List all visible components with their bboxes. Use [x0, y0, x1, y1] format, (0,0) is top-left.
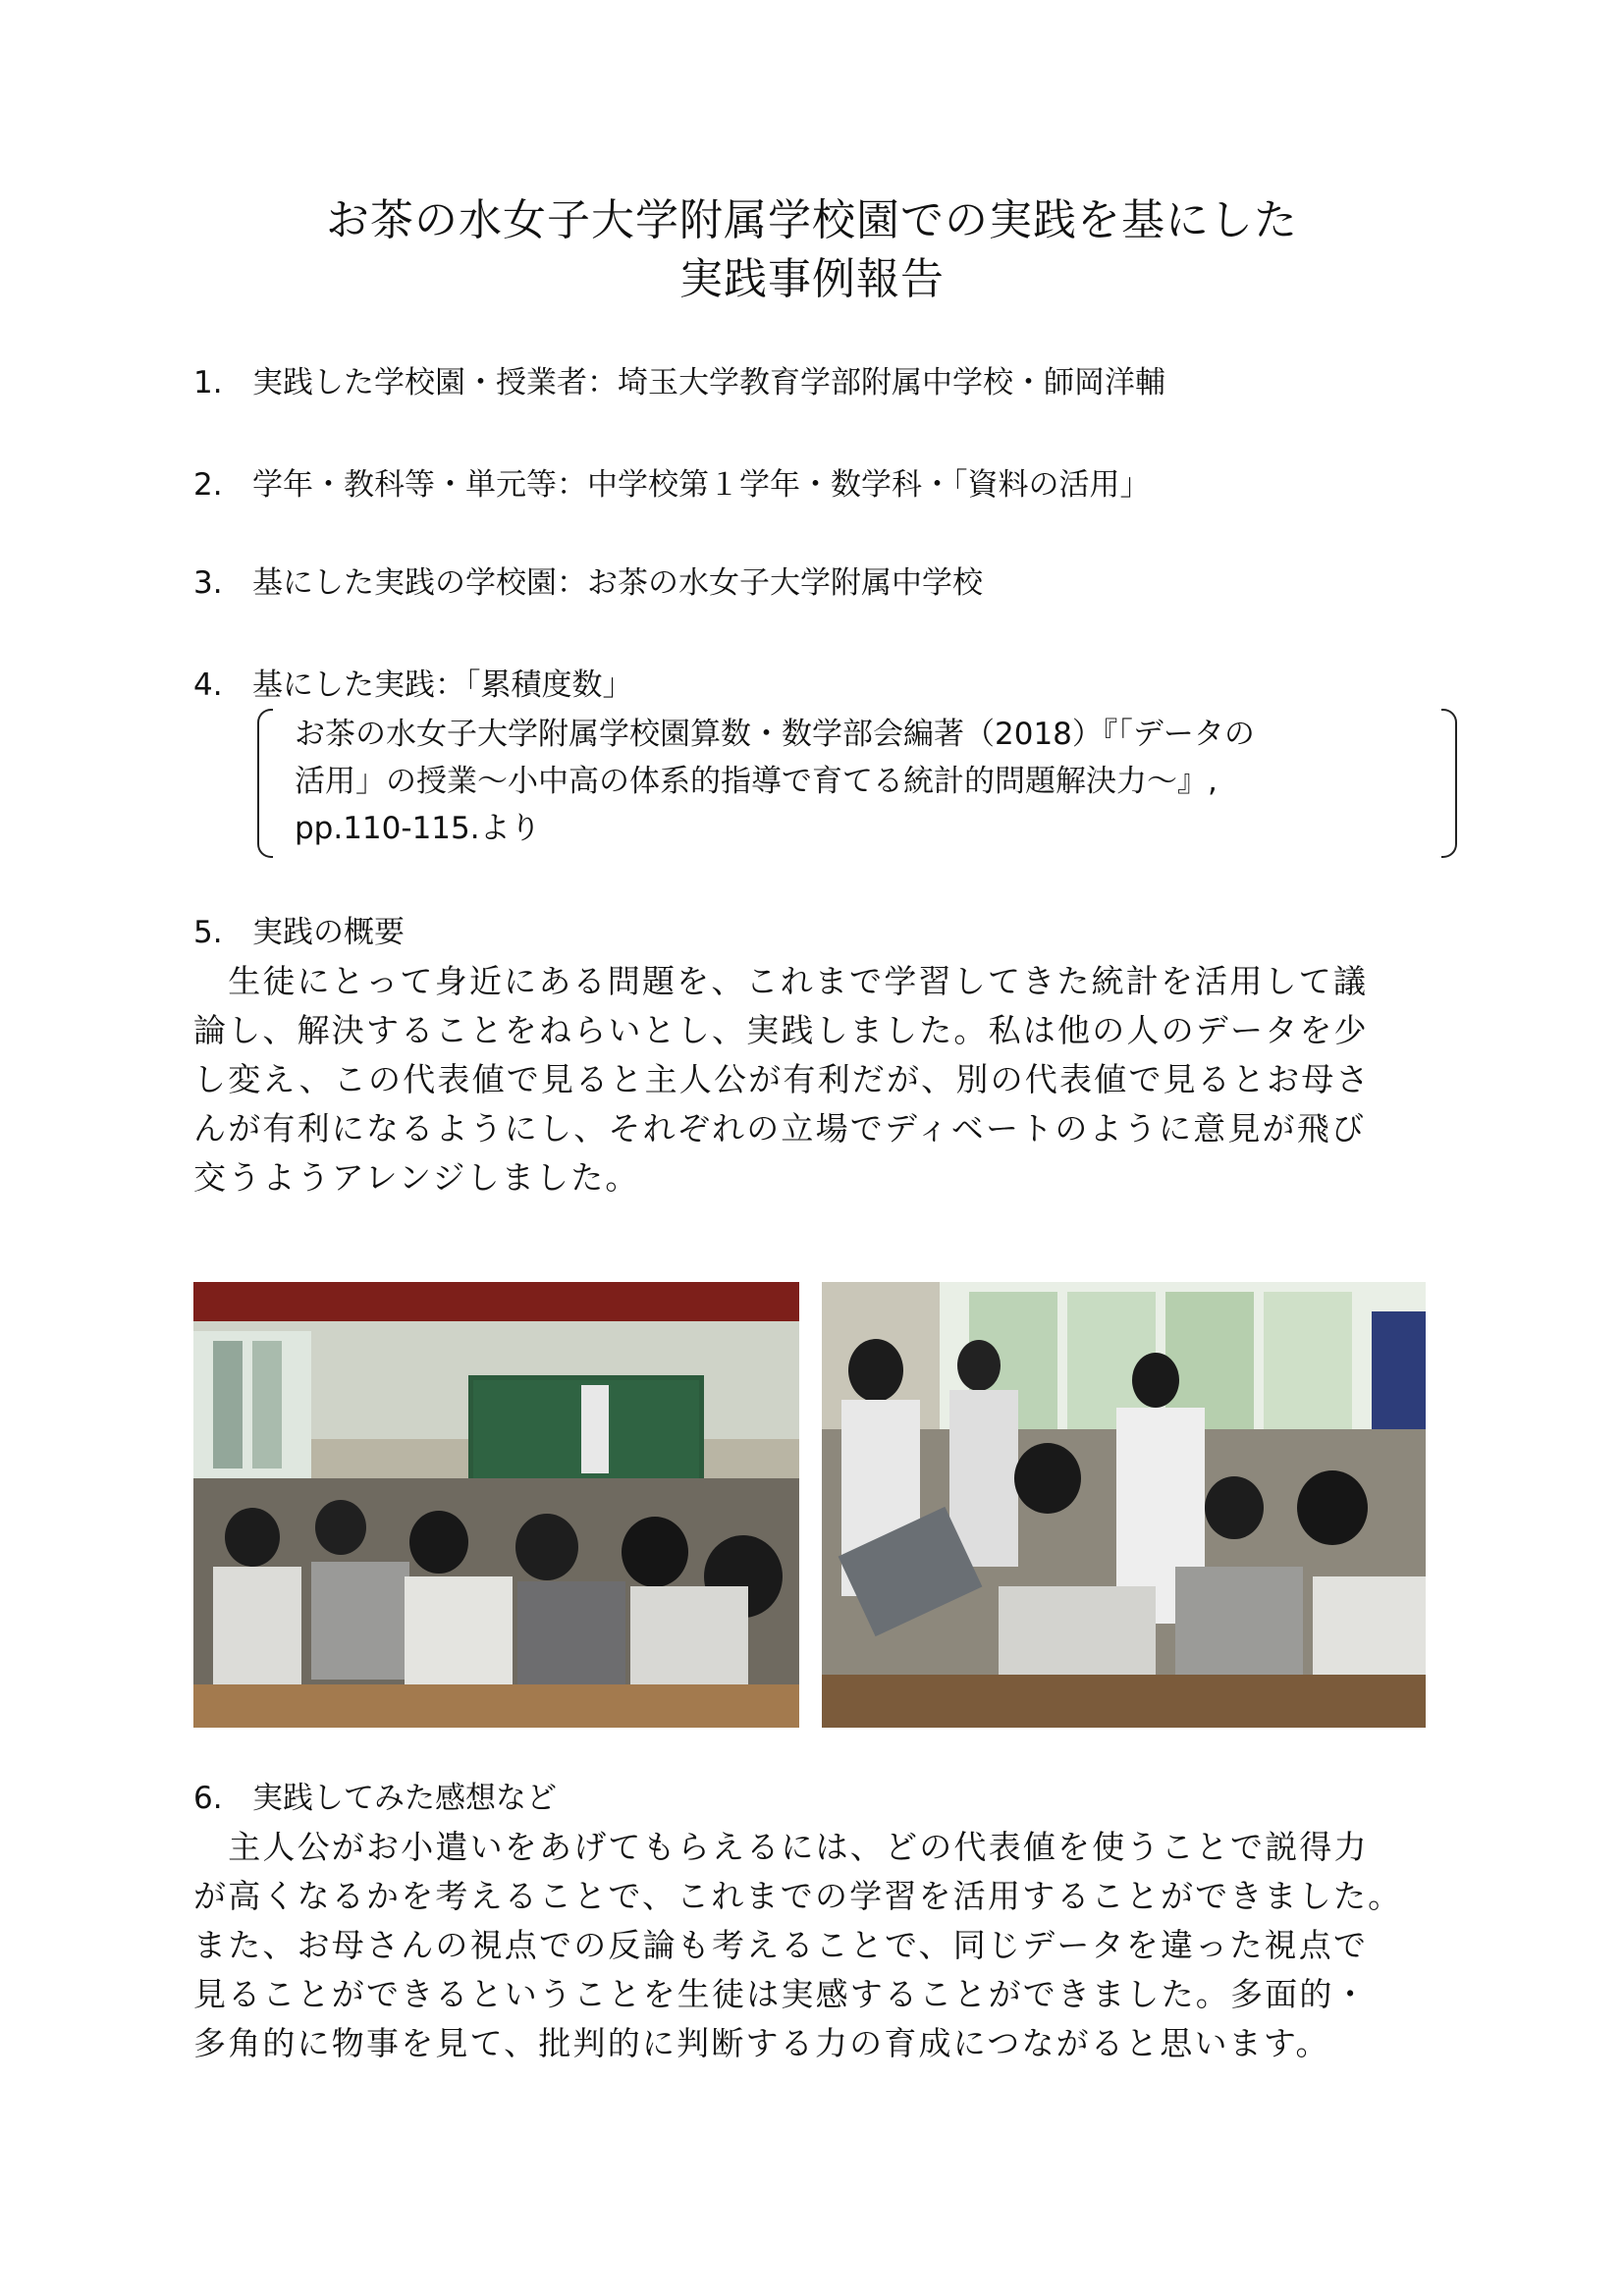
overview-line: んが有利になるようにし、それぞれの立場でディベートのように意見が飛び: [193, 1109, 1367, 1148]
item-text: 基にした実践：「累積度数」: [252, 667, 633, 703]
impressions-line: また、お母さんの視点での反論も考えることで、同じデータを違った視点で: [193, 1926, 1369, 1964]
citation-line-2: 活用」の授業～小中高の体系的指導で育てる統計的問題解決力～』,: [295, 764, 1218, 799]
overview-line: 生徒にとって身近にある問題を、これまで学習してきた統計を活用して議: [193, 962, 1369, 1000]
item-number: 3.: [193, 565, 223, 601]
page-title-line-1: お茶の水女子大学附属学校園での実践を基にした: [326, 195, 1298, 245]
item-text: 実践の概要: [252, 915, 405, 950]
item-school-and-teacher: [193, 363, 1165, 402]
impressions-line: 主人公がお小遣いをあげてもらえるには、どの代表値を使うことで説得力: [193, 1828, 1369, 1866]
item-impressions-heading: [193, 1779, 557, 1818]
left-bracket: [257, 709, 273, 858]
item-number: 6.: [193, 1781, 223, 1816]
impressions-line: 多角的に物事を見て、批判的に判断する力の育成につながると思います。: [193, 2024, 1330, 2062]
item-text: 実践した学校園・授業者：埼玉大学教育学部附属中学校・師岡洋輔: [252, 365, 1165, 400]
item-number: 5.: [193, 915, 223, 950]
item-base-school: [193, 563, 983, 603]
impressions-line: が高くなるかを考えることで、これまでの学習を活用することができました。: [193, 1877, 1403, 1915]
classroom-photo-right-image: [822, 1282, 1426, 1728]
classroom-photo-left-image: [193, 1282, 799, 1728]
item-base-practice: [193, 666, 633, 705]
item-grade-subject-unit: [193, 465, 1151, 505]
classroom-photo-left: [193, 1282, 799, 1728]
overview-line: 論し、解決することをねらいとし、実践しました。私は他の人のデータを少: [193, 1011, 1369, 1049]
right-bracket: [1441, 709, 1457, 858]
item-number: 2.: [193, 467, 223, 503]
overview-line: 交うようアレンジしました。: [193, 1158, 640, 1197]
item-text: 学年・教科等・単元等：中学校第１学年・数学科・「資料の活用」: [252, 467, 1151, 503]
citation-line-1: お茶の水女子大学附属学校園算数・数学部会編著（2018）『「データの: [295, 717, 1255, 752]
impressions-line: 見ることができるということを生徒は実感することができました。多面的・: [193, 1975, 1369, 2013]
citation-line-3: pp.110-115.より: [295, 811, 541, 846]
item-text: 基にした実践の学校園：お茶の水女子大学附属中学校: [252, 565, 983, 601]
citation-box: [257, 709, 1457, 856]
classroom-photo-right: [822, 1282, 1426, 1728]
page-title-line-2: 実践事例報告: [679, 254, 945, 304]
item-overview-heading: [193, 913, 405, 952]
item-text: 実践してみた感想など: [252, 1781, 557, 1816]
item-number: 1.: [193, 365, 223, 400]
item-number: 4.: [193, 667, 223, 703]
overview-line: し変え、この代表値で見ると主人公が有利だが、別の代表値で見るとお母さ: [193, 1060, 1371, 1098]
